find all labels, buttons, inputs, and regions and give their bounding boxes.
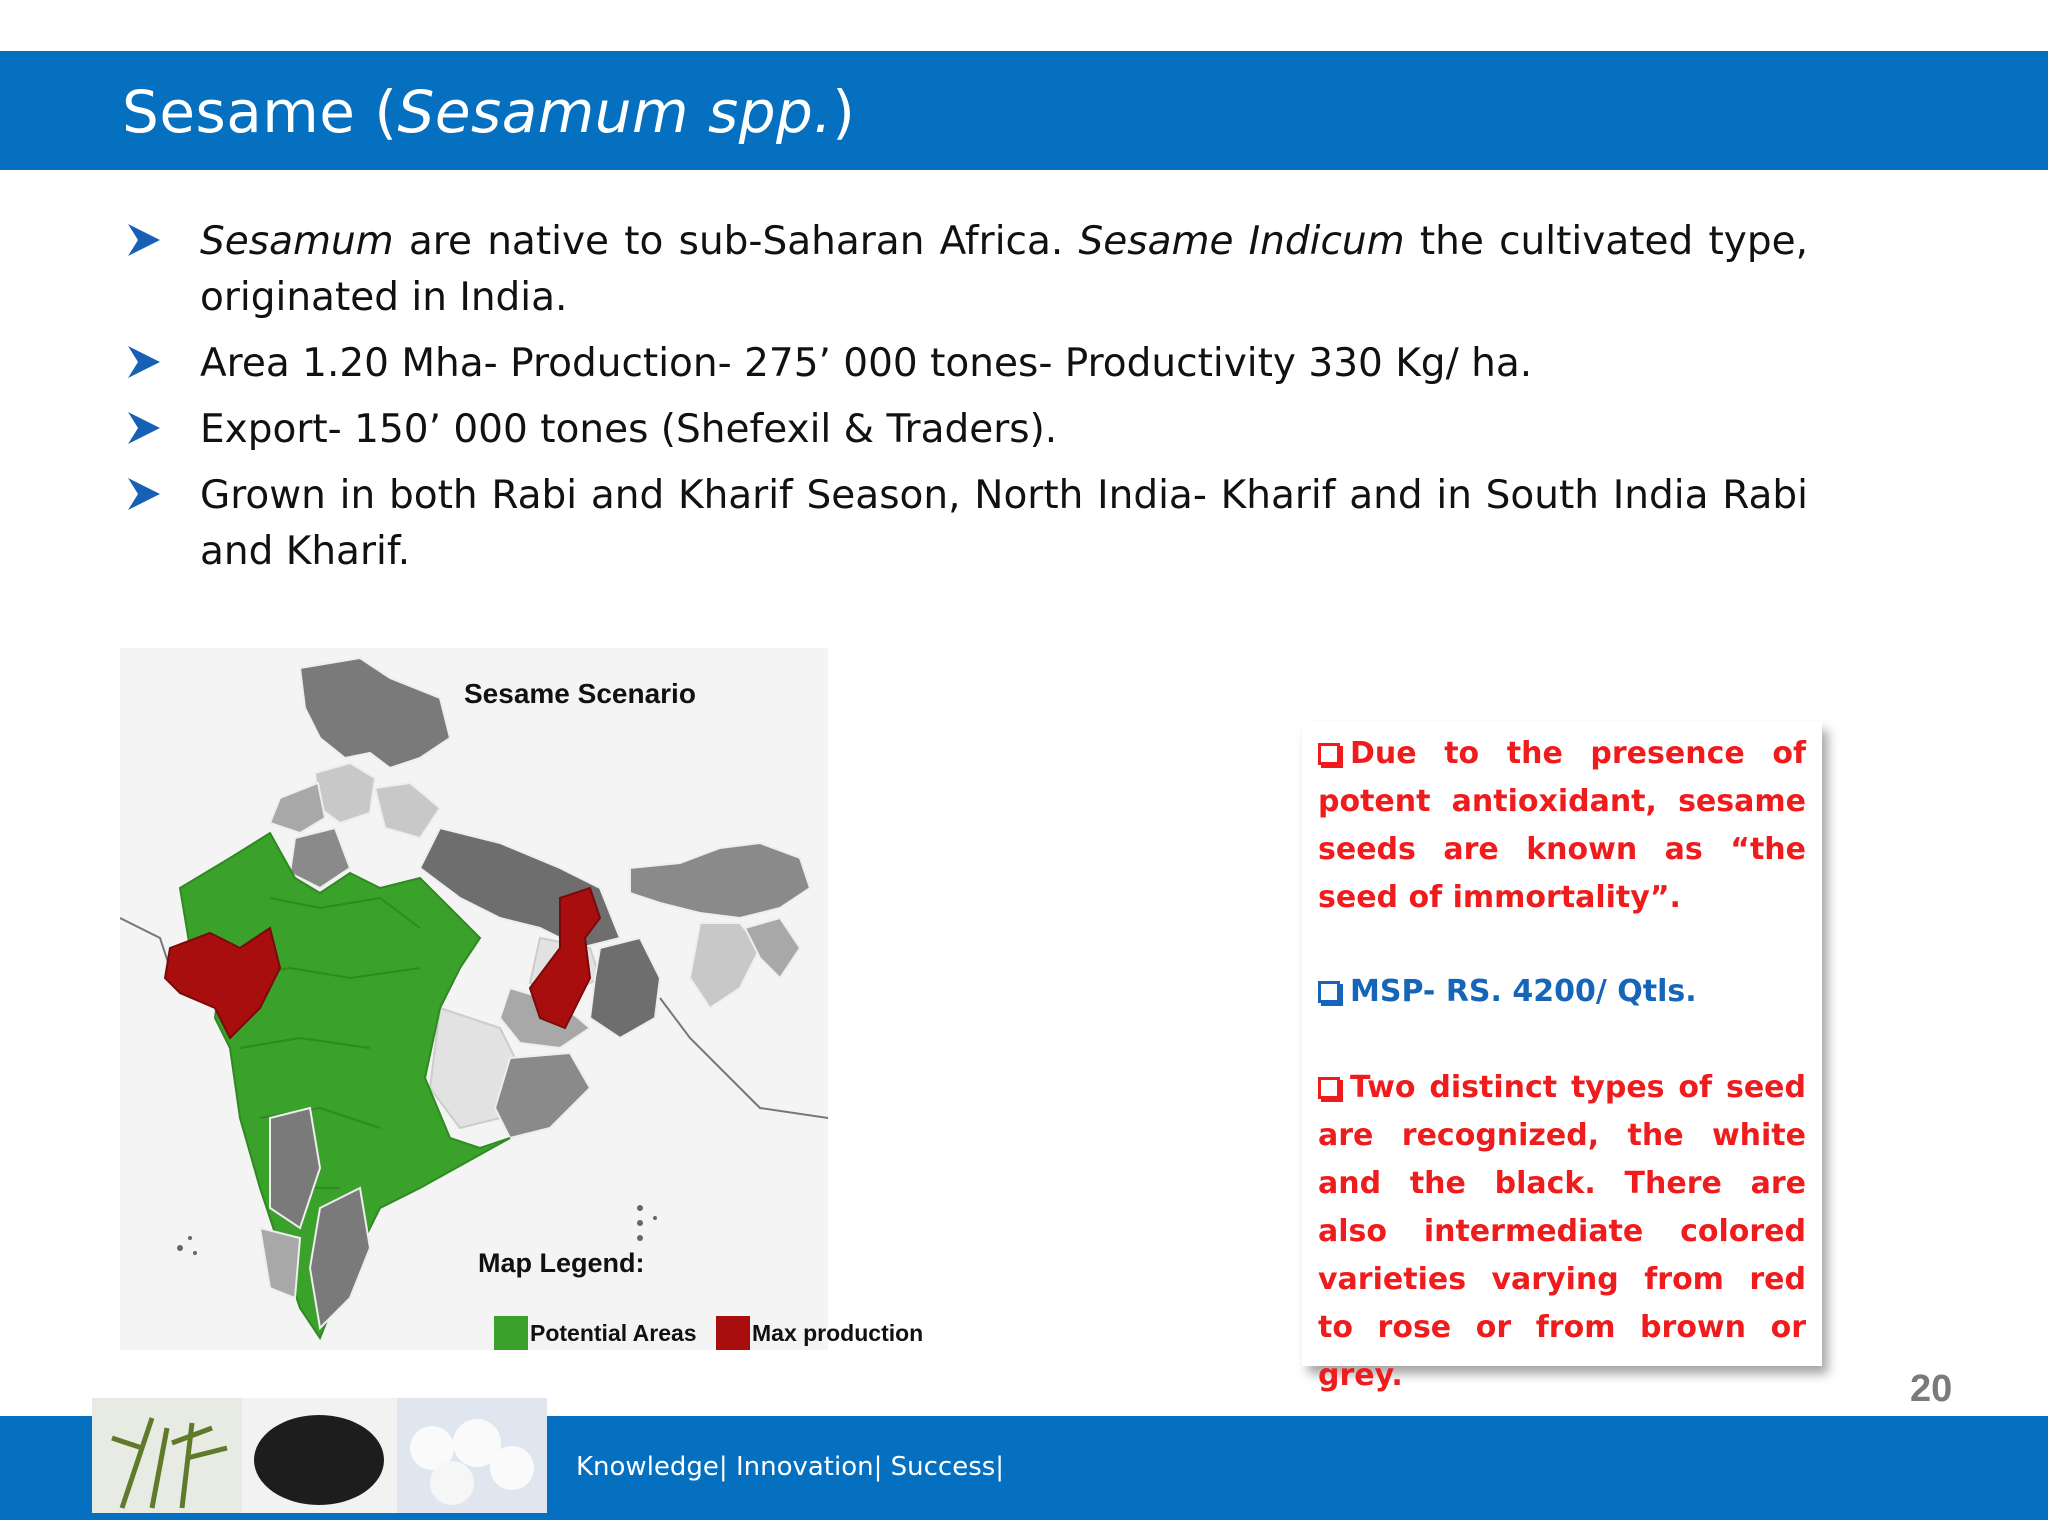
callout-para-seed-types: Two distinct types of seed are recognized, the white and the black. There are also intermediate colored varieties varying from red to rose or from brown or grey.	[1318, 1070, 1806, 1393]
arrow-bullet-icon	[126, 474, 162, 514]
checkbox-bullet-icon	[1318, 743, 1340, 765]
arrow-bullet-icon	[126, 220, 162, 260]
footer-crop-images	[92, 1388, 552, 1518]
legend-swatch-red	[716, 1316, 750, 1350]
bullet-text: Grown in both Rabi and Kharif Season, North India- Kharif and in South India Rabi and Kharif.	[200, 473, 1808, 574]
region-northeast	[630, 843, 810, 918]
crop-photos	[92, 1388, 552, 1518]
legend-title: Map Legend:	[478, 1248, 645, 1278]
india-map	[120, 648, 828, 1350]
footer-tagline: Knowledge| Innovation| Success|	[576, 1452, 1005, 1482]
region-punjab	[270, 783, 325, 833]
bullet-item-area	[122, 336, 1808, 392]
cotton-icon	[430, 1461, 474, 1505]
checkbox-bullet-icon	[1318, 981, 1340, 1003]
arrow-bullet-icon	[126, 408, 162, 448]
map-title: Sesame Scenario	[464, 678, 696, 709]
region-uttarakhand	[375, 783, 440, 838]
checkbox-bullet-icon	[1318, 1077, 1340, 1099]
region-tamilnadu	[310, 1188, 370, 1328]
bullet-item-export	[122, 402, 1808, 458]
region-southtip	[260, 1228, 300, 1298]
page-number: 20	[1910, 1368, 1953, 1410]
bullet-item-season	[122, 468, 1808, 580]
bullet-item-origin	[122, 214, 1808, 326]
slide-title: Sesame (Sesamum spp.)	[122, 78, 856, 146]
legend-label: Max production	[752, 1319, 924, 1346]
region-north	[300, 658, 450, 768]
bullet-text: Sesamum are native to sub-Saharan Africa. Sesame Indicum the cultivated type, originated in India.	[200, 219, 1809, 320]
region-odisha	[495, 1053, 590, 1138]
callout-box	[1302, 722, 1822, 1393]
callout-para-msp: MSP- RS. 4200/ Qtls.	[1318, 968, 1806, 1016]
legend-item-max	[716, 1316, 923, 1350]
callout-para-antioxidant: Due to the presence of potent antioxidant, sesame seeds are known as “the seed of immortality”.	[1318, 736, 1806, 915]
india-map-figure	[120, 648, 924, 1350]
black-seeds-icon	[254, 1415, 384, 1505]
bullet-list	[122, 214, 1808, 590]
bullet-text: Export- 150’ 000 tones (Shefexil & Traders).	[200, 407, 1058, 452]
legend-swatch-green	[494, 1316, 528, 1350]
arrow-bullet-icon	[126, 342, 162, 382]
bullet-text: Area 1.20 Mha- Production- 275’ 000 tones- Productivity 330 Kg/ ha.	[200, 341, 1533, 386]
region-east	[590, 938, 660, 1038]
legend-label: Potential Areas	[530, 1319, 697, 1346]
legend-item-potential	[494, 1316, 697, 1350]
